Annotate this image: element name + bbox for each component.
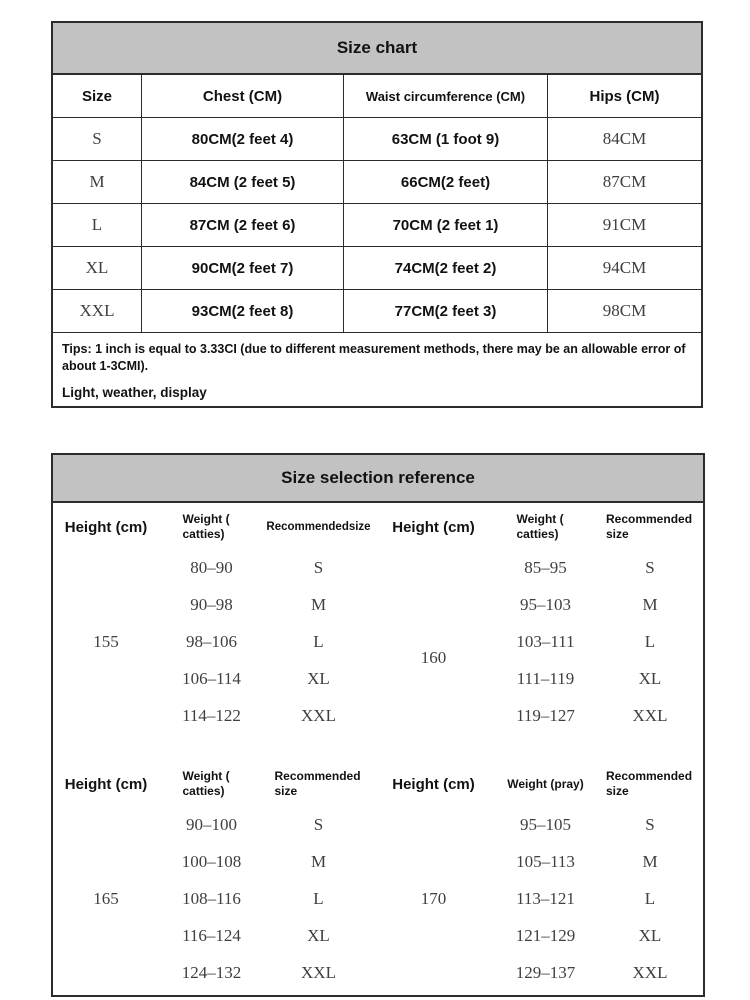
size-selection-title: Size selection reference bbox=[53, 455, 703, 503]
selection-body-bottom bbox=[53, 806, 703, 995]
weight-range: 80–90 bbox=[190, 557, 233, 577]
weight-range: 116–124 bbox=[182, 925, 241, 945]
section-165 bbox=[53, 806, 373, 991]
header-height: Height (cm) bbox=[64, 775, 148, 793]
col-header-chest: Chest (CM) bbox=[142, 75, 344, 118]
header-recommended-size: Recommended size bbox=[606, 512, 693, 541]
size-cell: S bbox=[53, 118, 142, 161]
chest-cell: 80CM(2 feet 4) bbox=[142, 118, 344, 161]
weight-range: 103–111 bbox=[516, 631, 575, 651]
hips-cell: 87CM bbox=[548, 161, 701, 204]
selection-header-bottom bbox=[53, 760, 703, 806]
recommended-size: XL bbox=[638, 668, 662, 688]
weight-range: 95–105 bbox=[520, 814, 571, 834]
size-cell: XXL bbox=[53, 290, 142, 333]
size-chart-table bbox=[51, 21, 703, 408]
height-value: 165 bbox=[93, 888, 119, 908]
recommended-size: M bbox=[642, 594, 658, 614]
weight-range: 98–106 bbox=[186, 631, 237, 651]
section-155 bbox=[53, 549, 373, 734]
weight-range: 85–95 bbox=[524, 557, 567, 577]
height-value: 170 bbox=[420, 888, 447, 908]
header-height: Height (cm) bbox=[392, 775, 475, 793]
weight-range: 111–119 bbox=[516, 668, 575, 688]
weight-range: 113–121 bbox=[516, 888, 575, 908]
height-value: 160 bbox=[420, 647, 447, 667]
hips-cell: 84CM bbox=[548, 118, 701, 161]
chest-cell: 84CM (2 feet 5) bbox=[142, 161, 344, 204]
header-weight: Weight (pray) bbox=[507, 776, 584, 791]
recommended-size: S bbox=[313, 557, 324, 577]
weight-range: 95–103 bbox=[520, 594, 571, 614]
recommended-size: L bbox=[644, 631, 656, 651]
recommended-size: L bbox=[644, 888, 656, 908]
recommended-size: XL bbox=[638, 925, 662, 945]
recommended-size: S bbox=[645, 557, 655, 577]
weight-range: 129–137 bbox=[515, 962, 576, 982]
recommended-size: M bbox=[310, 594, 327, 614]
size-cell: XL bbox=[53, 247, 142, 290]
hips-cell: 98CM bbox=[548, 290, 701, 333]
recommended-size: XXL bbox=[301, 705, 336, 725]
section-160 bbox=[373, 549, 703, 734]
hips-cell: 94CM bbox=[548, 247, 701, 290]
weight-range: 124–132 bbox=[181, 962, 242, 982]
waist-cell: 74CM(2 feet 2) bbox=[344, 247, 548, 290]
size-selection-table bbox=[51, 453, 705, 997]
selection-header-top bbox=[53, 503, 703, 549]
weight-range: 90–98 bbox=[190, 594, 233, 614]
weight-range: 108–116 bbox=[182, 888, 241, 908]
waist-cell: 66CM(2 feet) bbox=[344, 161, 548, 204]
waist-cell: 70CM (2 feet 1) bbox=[344, 204, 548, 247]
header-weight: Weight ( catties) bbox=[182, 769, 230, 798]
recommended-size: L bbox=[313, 631, 324, 651]
header-recommended-size: Recommended size bbox=[274, 769, 361, 798]
weight-range: 119–127 bbox=[516, 705, 575, 725]
size-cell: L bbox=[53, 204, 142, 247]
recommended-size: L bbox=[313, 888, 324, 908]
chest-cell: 90CM(2 feet 7) bbox=[142, 247, 344, 290]
chest-cell: 93CM(2 feet 8) bbox=[142, 290, 344, 333]
header-weight: Weight ( catties) bbox=[182, 512, 230, 541]
col-header-waist: Waist circumference (CM) bbox=[344, 75, 548, 118]
header-height: Height (cm) bbox=[64, 518, 148, 536]
header-recommended-size: Recommended size bbox=[606, 769, 693, 798]
recommended-size: S bbox=[313, 814, 324, 834]
recommended-size: XL bbox=[307, 925, 330, 945]
weight-range: 121–129 bbox=[515, 925, 576, 945]
waist-cell: 77CM(2 feet 3) bbox=[344, 290, 548, 333]
height-value: 155 bbox=[93, 631, 119, 651]
weight-range: 105–113 bbox=[516, 851, 575, 871]
waist-cell: 63CM (1 foot 9) bbox=[344, 118, 548, 161]
header-height: Height (cm) bbox=[392, 518, 475, 536]
tips-text: Tips: 1 inch is equal to 3.33CI (due to different measurement methods, there may be an allowable error of about 1-3CMI). bbox=[62, 342, 686, 373]
hips-cell: 91CM bbox=[548, 204, 701, 247]
recommended-size: XXL bbox=[301, 962, 336, 982]
weight-range: 114–122 bbox=[182, 705, 241, 725]
size-chart-grid bbox=[53, 75, 701, 333]
recommended-size: M bbox=[642, 851, 658, 871]
section-170 bbox=[373, 806, 703, 991]
size-cell: M bbox=[53, 161, 142, 204]
recommended-size: XXL bbox=[632, 962, 668, 982]
recommended-size: M bbox=[310, 851, 327, 871]
weight-range: 90–100 bbox=[186, 814, 237, 834]
selection-body-top bbox=[53, 549, 703, 734]
weight-range: 106–114 bbox=[182, 668, 241, 688]
chest-cell: 87CM (2 feet 6) bbox=[142, 204, 344, 247]
recommended-size: XL bbox=[307, 668, 330, 688]
header-recommended-size: Recommendedsize bbox=[266, 520, 371, 533]
recommended-size: XXL bbox=[632, 705, 668, 725]
note-text: Light, weather, display bbox=[62, 384, 207, 400]
col-header-size: Size bbox=[53, 75, 142, 118]
size-chart-title: Size chart bbox=[53, 23, 701, 75]
header-weight: Weight ( catties) bbox=[516, 512, 564, 541]
tips-cell bbox=[53, 333, 701, 406]
weight-range: 100–108 bbox=[181, 851, 242, 871]
recommended-size: S bbox=[645, 814, 655, 834]
col-header-hips: Hips (CM) bbox=[548, 75, 701, 118]
